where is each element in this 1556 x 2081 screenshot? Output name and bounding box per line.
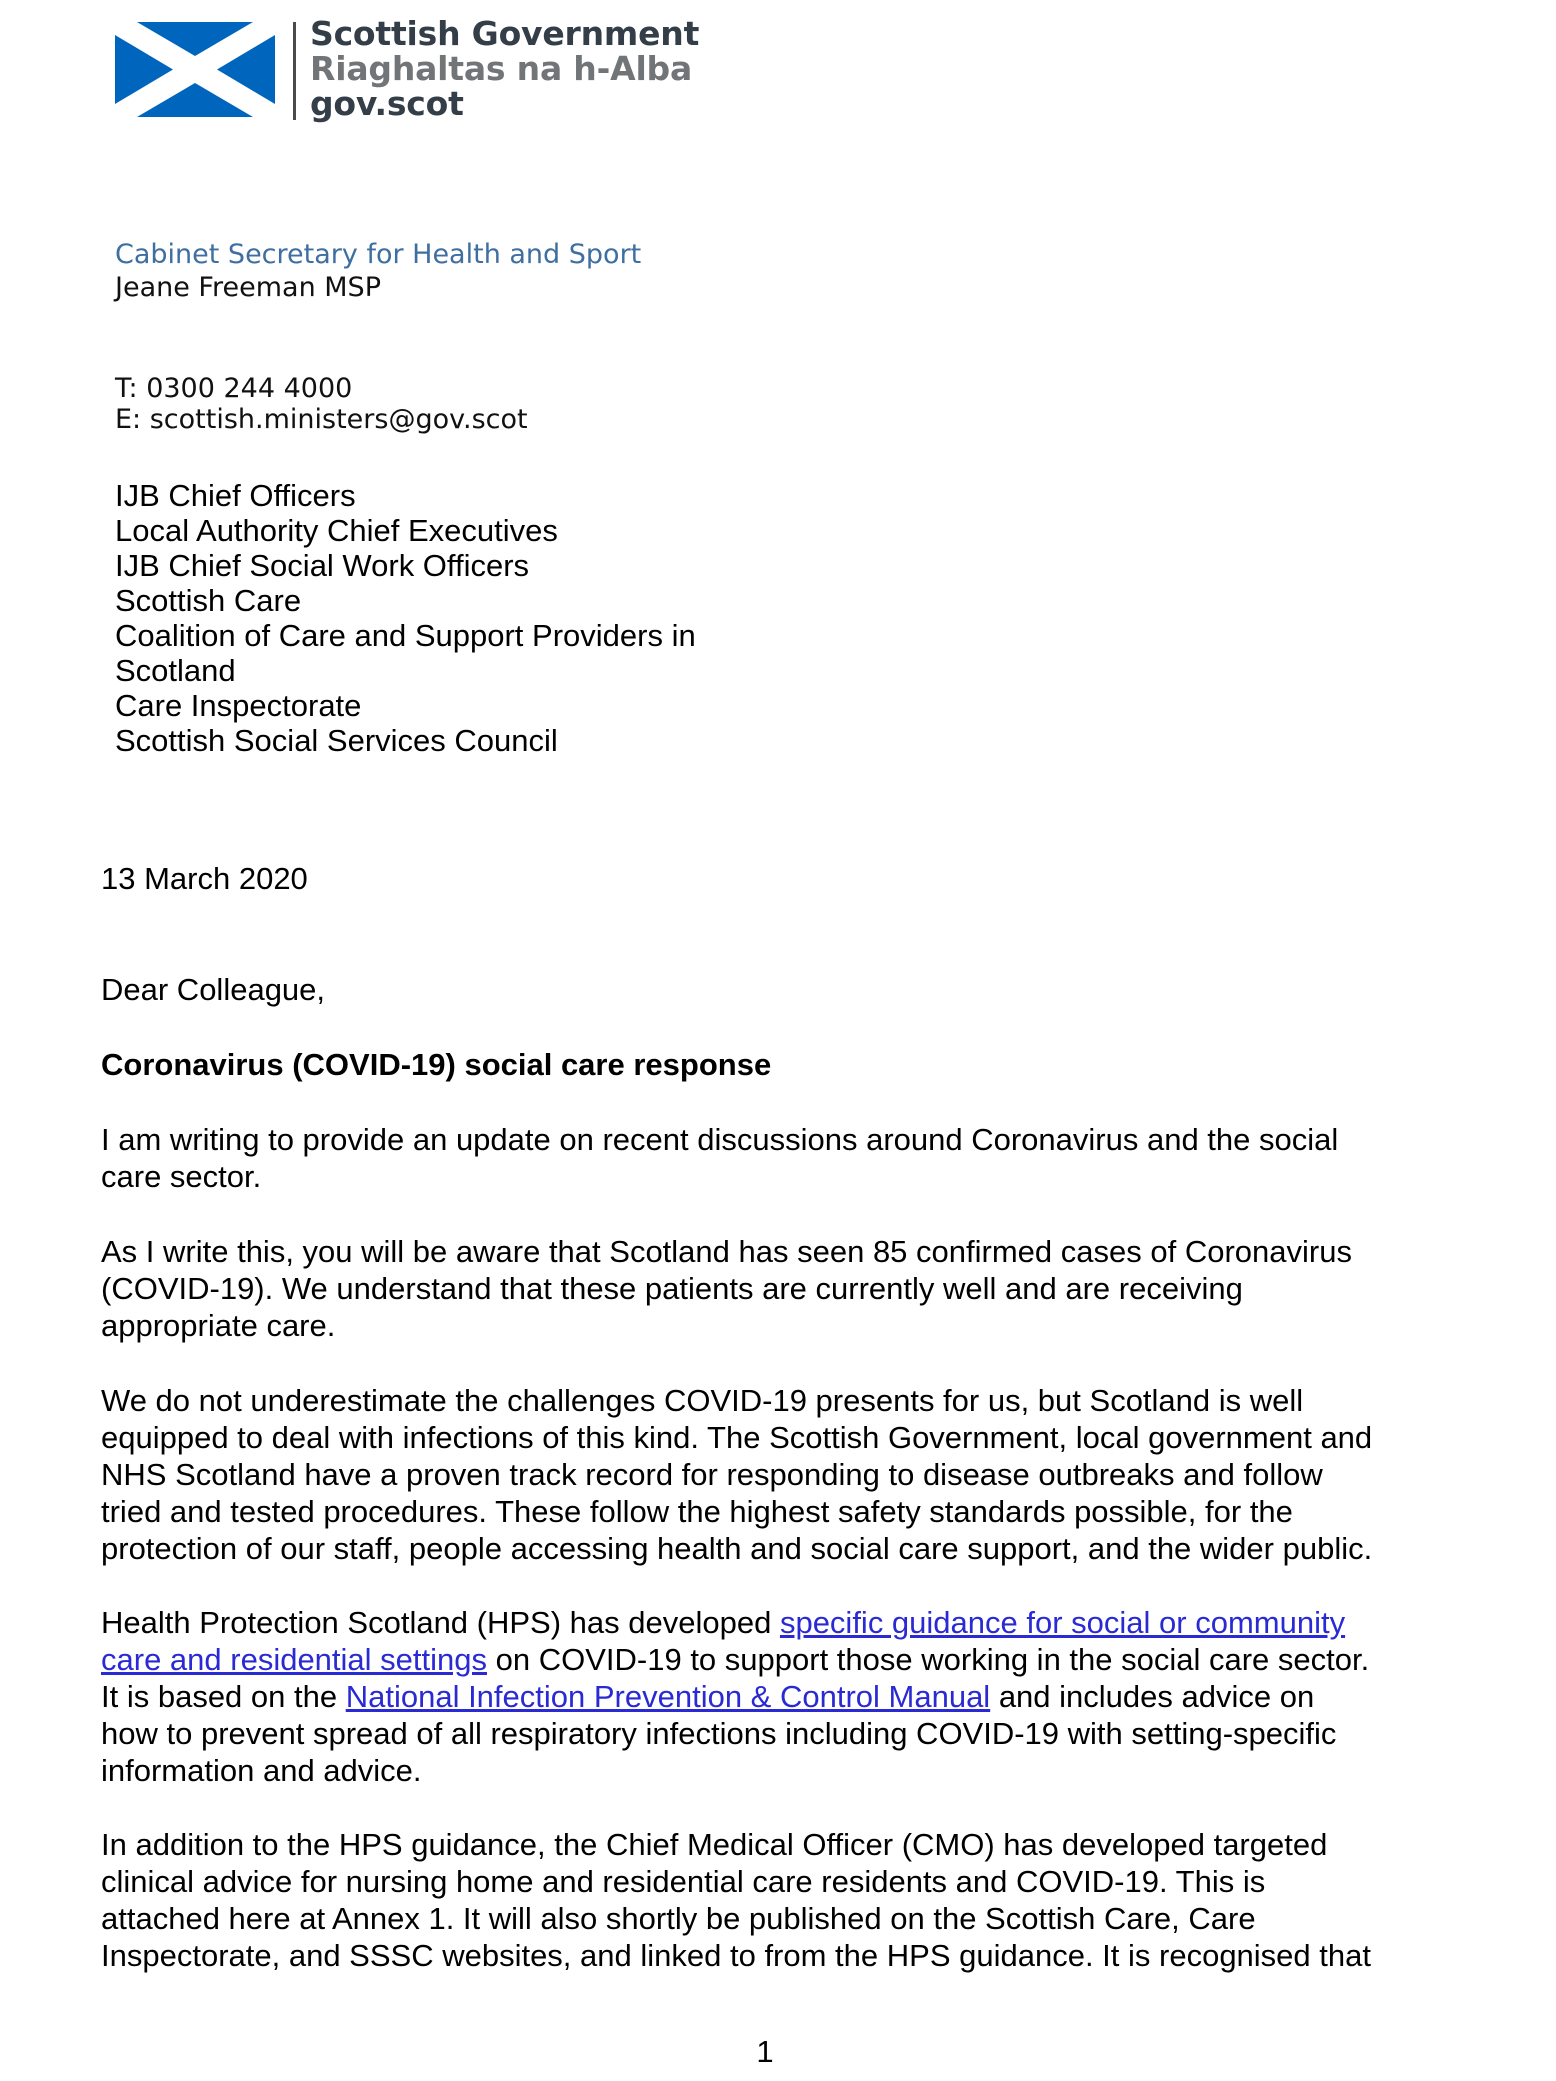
paragraph-line: attached here at Annex 1. It will also shortly be published on the Scottish Care, Care (101, 1901, 1256, 1936)
paragraph-line: equipped to deal with infections of this kind. The Scottish Government, local government and (101, 1420, 1373, 1455)
page-number: 1 (756, 2034, 774, 2069)
recipient-line: Local Authority Chief Executives (115, 513, 558, 548)
paragraph-line: protection of our staff, people accessing health and social care support, and the wider public. (101, 1531, 1373, 1566)
paragraph-line: Inspectorate, and SSSC websites, and linked to from the HPS guidance. It is recognised that (101, 1938, 1371, 1973)
paragraph-5 (101, 1826, 1501, 1974)
contact-email: E: scottish.ministers@gov.scot (115, 404, 528, 435)
paragraph-line: (COVID-19). We understand that these patients are currently well and are receiving (101, 1271, 1243, 1306)
recipient-line: Care Inspectorate (115, 688, 362, 723)
paragraph-line (101, 1641, 1501, 1678)
paragraph-line: NHS Scotland have a proven track record for responding to disease outbreaks and follow (101, 1457, 1323, 1492)
hps-guidance-link[interactable]: specific guidance for social or community (779, 1605, 1346, 1640)
recipient-line: Scotland (115, 653, 236, 688)
logo-wordmark (310, 16, 699, 121)
logo-line-gaelic: Riaghaltas na h-Alba (310, 49, 693, 88)
text-run: on COVID-19 to support those working in the social care sector. (487, 1642, 1370, 1677)
scottish-government-logo (115, 14, 705, 132)
recipient-line: IJB Chief Social Work Officers (115, 548, 530, 583)
logo-line-domain: gov.scot (310, 84, 464, 123)
letter-date: 13 March 2020 (101, 861, 308, 896)
recipient-line: Coalition of Care and Support Providers in (115, 618, 696, 653)
paragraph-3 (101, 1382, 1501, 1567)
sender-name: Jeane Freeman MSP (115, 272, 381, 303)
recipient-list (115, 478, 815, 758)
hps-guidance-link-continued[interactable]: care and residential settings (101, 1642, 488, 1677)
recipient-line: IJB Chief Officers (115, 478, 356, 513)
recipient-line: Scottish Social Services Council (115, 723, 558, 758)
paragraph-line: clinical advice for nursing home and residential care residents and COVID-19. This is (101, 1864, 1266, 1899)
contact-phone: T: 0300 244 4000 (115, 373, 353, 404)
paragraph-line: how to prevent spread of all respiratory infections including COVID-19 with setting-specific (101, 1716, 1337, 1751)
paragraph-line: information and advice. (101, 1753, 422, 1788)
recipient-line: Scottish Care (115, 583, 302, 618)
logo-divider (293, 22, 296, 120)
paragraph-line: care sector. (101, 1159, 262, 1194)
salutation: Dear Colleague, (101, 972, 326, 1007)
paragraph-line: In addition to the HPS guidance, the Chief Medical Officer (CMO) has developed targeted (101, 1827, 1328, 1862)
sender-block (115, 238, 641, 304)
paragraph-2 (101, 1233, 1501, 1344)
letter-subject: Coronavirus (COVID-19) social care response (101, 1047, 772, 1082)
text-run: and includes advice on (990, 1679, 1315, 1714)
paragraph-line: appropriate care. (101, 1308, 336, 1343)
paragraph-line (101, 1604, 1501, 1641)
infection-control-manual-link[interactable]: National Infection Prevention & Control Manual (345, 1679, 991, 1714)
paragraph-1 (101, 1121, 1501, 1195)
paragraph-line (101, 1678, 1501, 1715)
paragraph-line: As I write this, you will be aware that Scotland has seen 85 confirmed cases of Coronavirus (101, 1234, 1352, 1269)
saltire-flag-icon (115, 22, 275, 117)
paragraph-4 (101, 1604, 1501, 1789)
logo-line-english: Scottish Government (310, 14, 700, 53)
sender-role: Cabinet Secretary for Health and Sport (115, 239, 642, 270)
contact-details (115, 373, 528, 435)
paragraph-line: tried and tested procedures. These follow the highest safety standards possible, for the (101, 1494, 1293, 1529)
text-run: Health Protection Scotland (HPS) has developed (101, 1605, 780, 1640)
paragraph-line: I am writing to provide an update on recent discussions around Coronavirus and the social (101, 1122, 1339, 1157)
paragraph-line: We do not underestimate the challenges COVID-19 presents for us, but Scotland is well (101, 1383, 1304, 1418)
text-run: It is based on the (101, 1679, 346, 1714)
